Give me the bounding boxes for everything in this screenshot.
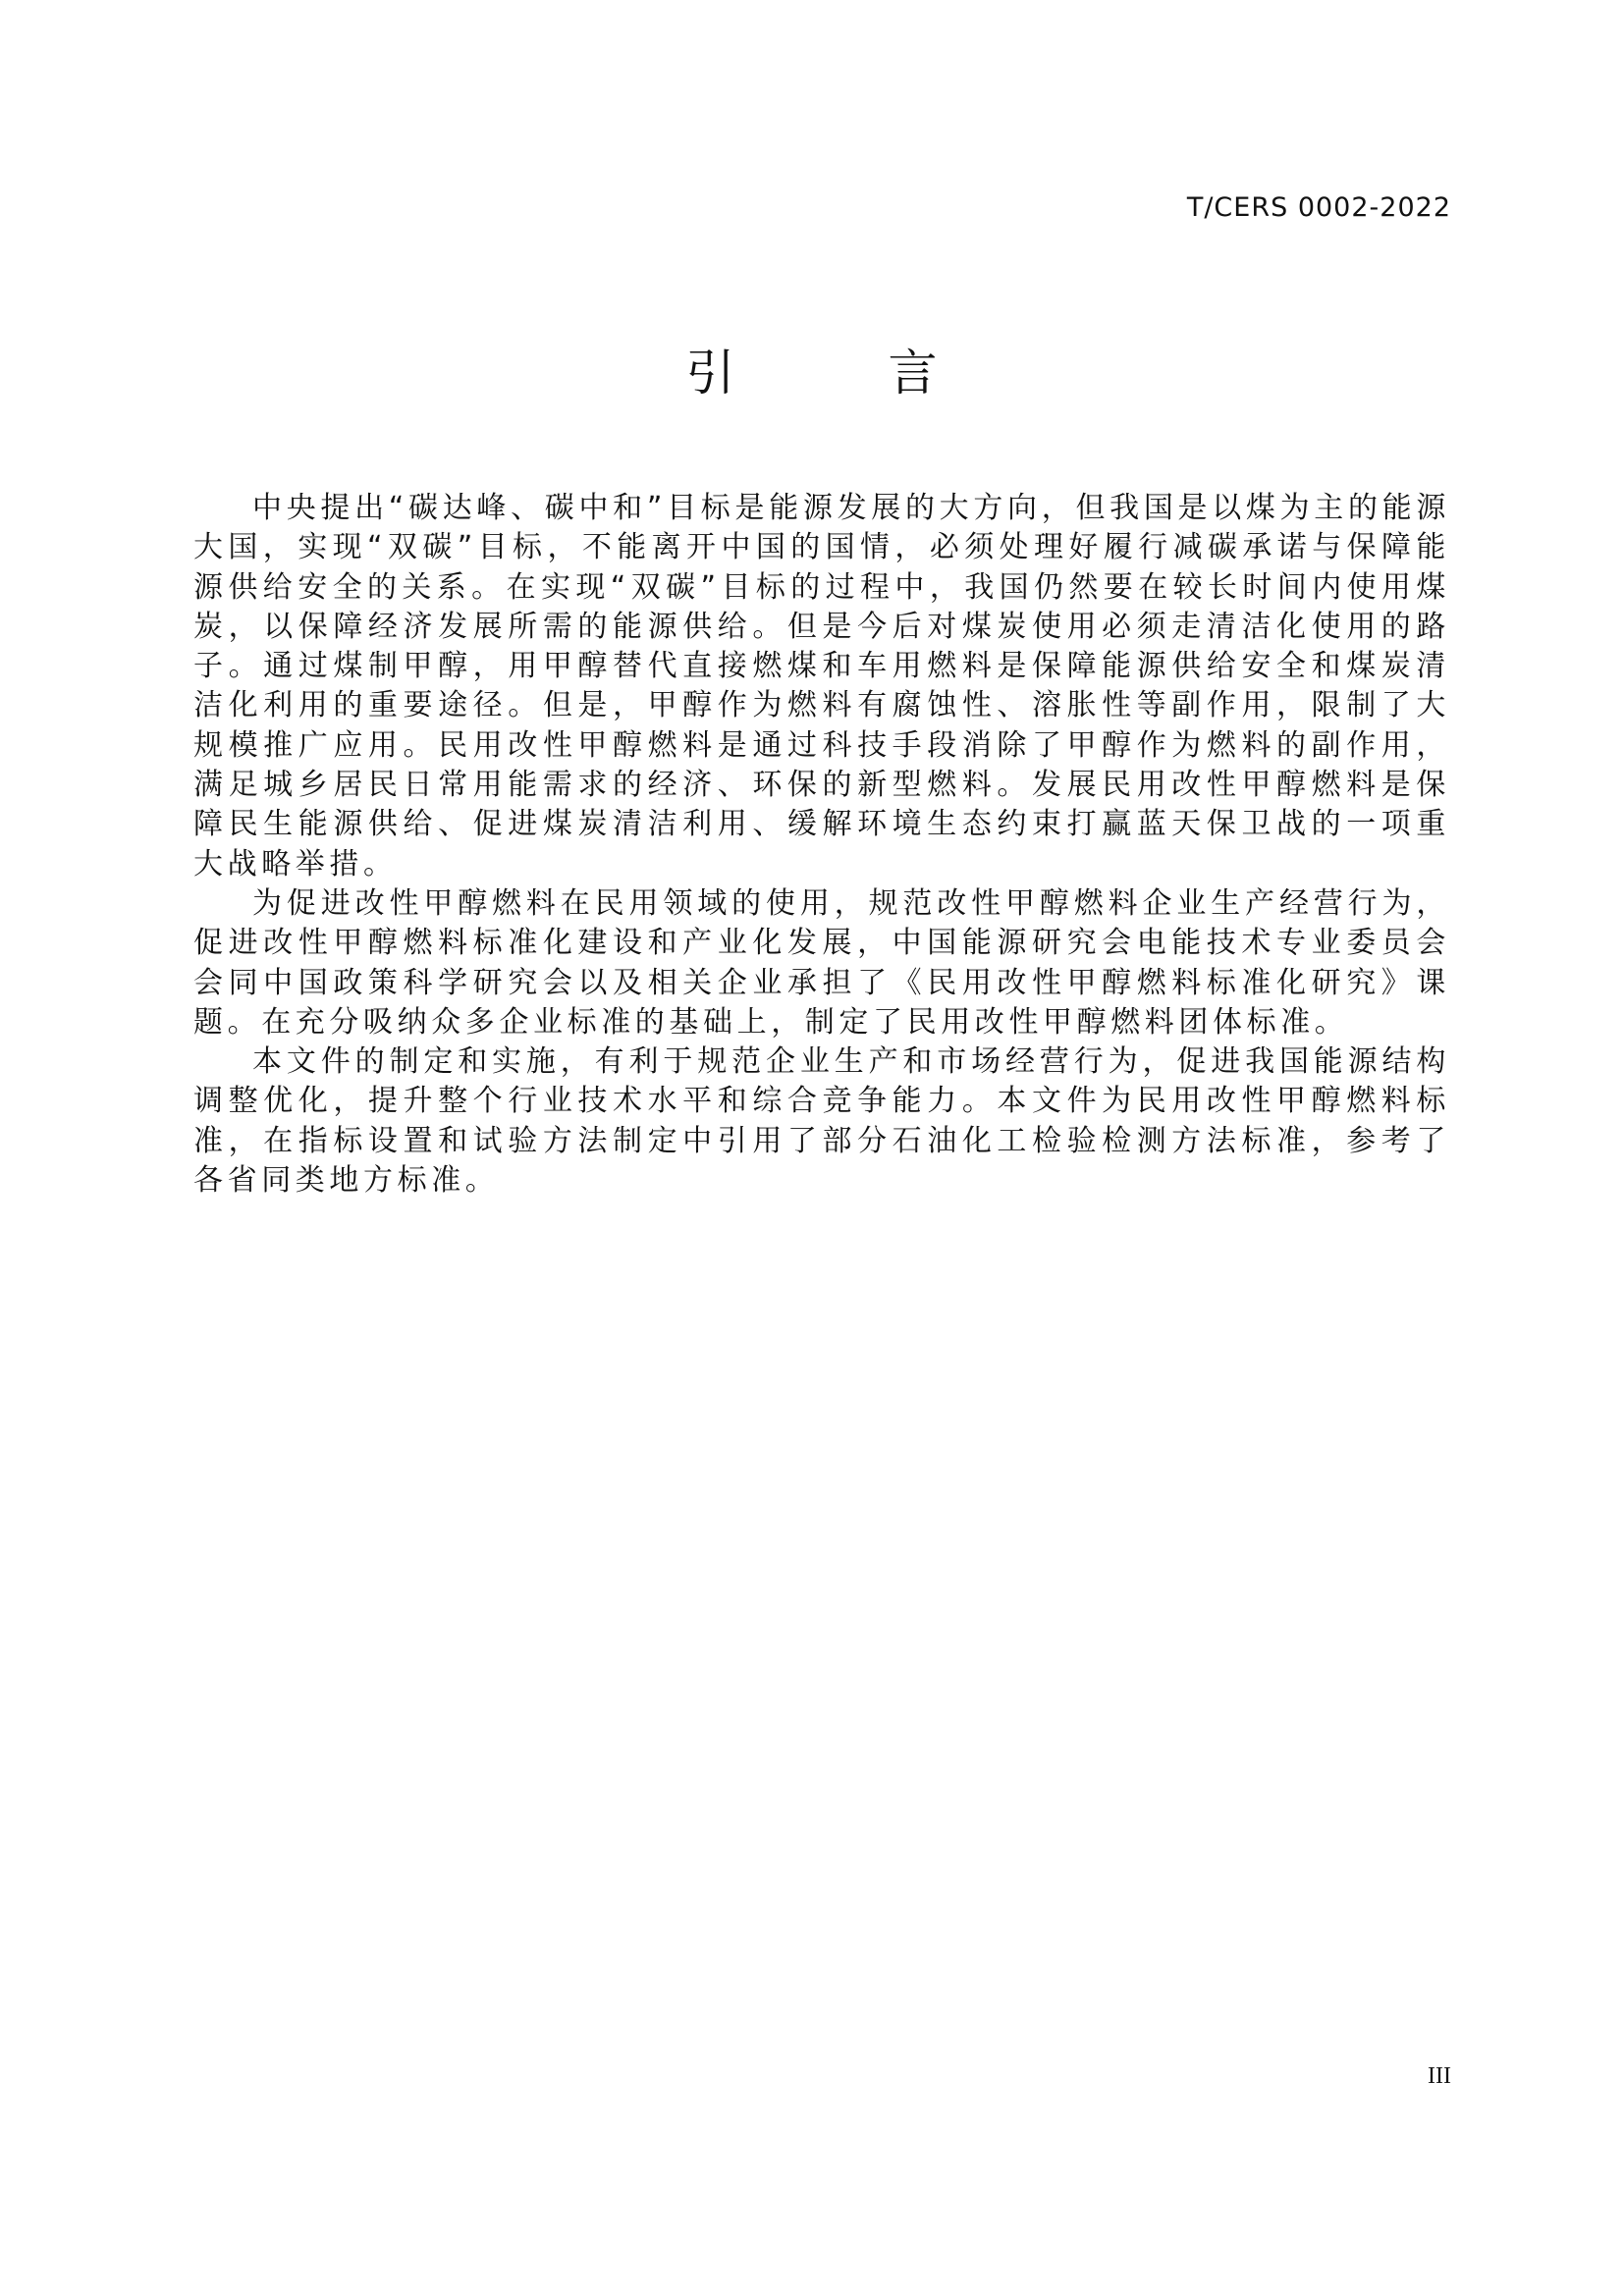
- page-title: 引 言: [685, 345, 1006, 401]
- paragraph-3: 本文件的制定和实施，有利于规范企业生产和市场经营行为，促进我国能源结构调整优化，提升整个行业技术水平和综合竞争能力。本文件为民用改性甲醇燃料标准，在指标设置和试验方法制定中引用了部分石油化工检验检测方法标准，参考了各省同类地方标准。: [193, 1044, 1450, 1199]
- document-code: T/CERS 0002-2022: [1186, 192, 1451, 223]
- paragraph-1: 中央提出“碳达峰、碳中和”目标是能源发展的大方向，但我国是以煤为主的能源大国，实现“双碳”目标，不能离开中国的国情，必须处理好履行减碳承诺与保障能源供给安全的关系。在实现“双碳”目标的过程中，我国仍然要在较长时间内使用煤炭，以保障经济发展所需的能源供给。但是今后对煤炭使用必须走清洁化使用的路子。通过煤制甲醇，用甲醇替代直接燃煤和车用燃料是保障能源供给安全和煤炭清洁化利用的重要途径。但是，甲醇作为燃料有腐蚀性、溶胀性等副作用，限制了大规模推广应用。民用改性甲醇燃料是通过科技手段消除了甲醇作为燃料的副作用，满足城乡居民日常用能需求的经济、环保的新型燃料。发展民用改性甲醇燃料是保障民生能源供给、促进煤炭清洁利用、缓解环境生态约束打赢蓝天保卫战的一项重大战略举措。: [193, 491, 1450, 881]
- page-number: III: [1428, 2063, 1451, 2089]
- body-text: [193, 489, 1450, 1201]
- paragraph-2: 为促进改性甲醇燃料在民用领域的使用，规范改性甲醇燃料企业生产经营行为，促进改性甲醇燃料标准化建设和产业化发展，中国能源研究会电能技术专业委员会会同中国政策科学研究会以及相关企业承担了《民用改性甲醇燃料标准化研究》课题。在充分吸纳众多企业标准的基础上，制定了民用改性甲醇燃料团体标准。: [193, 885, 1450, 1040]
